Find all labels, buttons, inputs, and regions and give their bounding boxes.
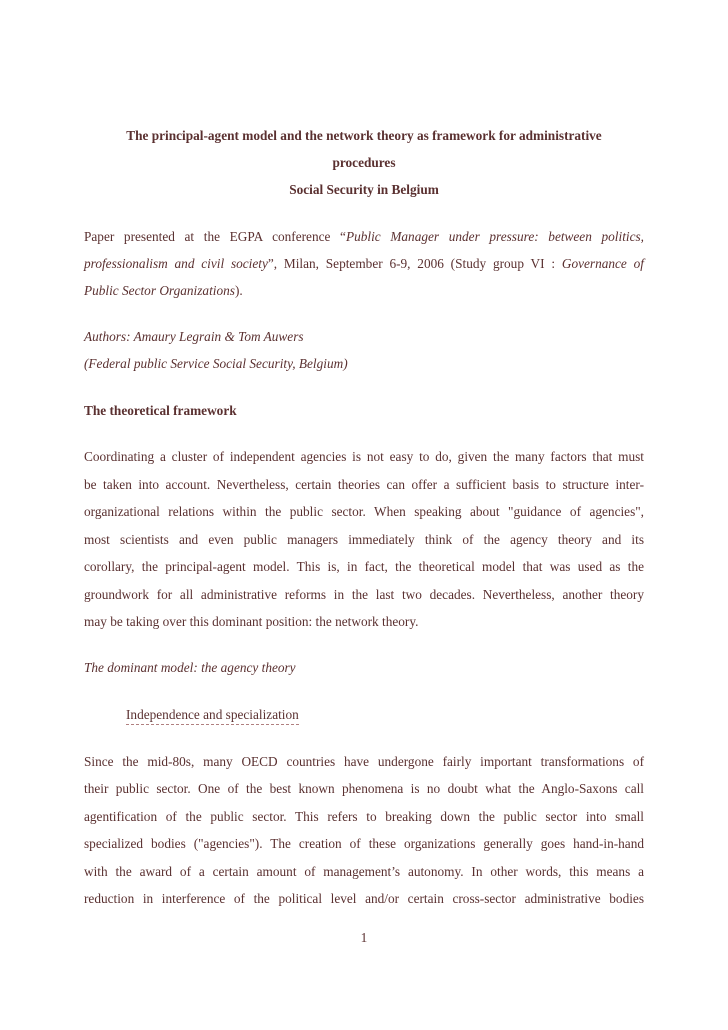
presented-text: Paper presented at the EGPA conference “ — [84, 229, 346, 244]
study-group-title: Governance of — [561, 256, 644, 271]
para1-line: Coordinating a cluster of independent agencies is not easy to do, given the many factors that must — [84, 449, 644, 464]
para2-line: reduction in interference of the political level and/or certain cross-sector administrative bodies — [84, 891, 644, 906]
paper-title-line-2: procedures — [332, 155, 396, 170]
conference-theme: Public Manager under pressure: between politics, — [345, 229, 644, 244]
para1-line: most scientists and even public managers immediately think of the agency theory and its — [84, 532, 644, 547]
authors-line: Authors: Amaury Legrain & Tom Auwers — [84, 329, 304, 344]
presented-location: ”, Milan, September 6-9, 2006 (Study group VI : — [267, 256, 562, 271]
subsection-heading: The dominant model: the agency theory — [84, 660, 296, 675]
affiliation-line: (Federal public Service Social Security, Belgium) — [84, 356, 348, 371]
para2-line: Since the mid-80s, many OECD countries have undergone fairly important transformations of — [84, 754, 644, 769]
presented-line-2 — [84, 256, 644, 272]
study-group-title-end: Public Sector Organizations — [84, 283, 235, 298]
page-number: 1 — [360, 930, 368, 945]
conference-theme-end: professionalism and civil society — [84, 256, 268, 271]
para1-line: organizational relations within the public sector. When speaking about "guidance of agencies", — [84, 504, 644, 519]
para1-line: be taken into account. Nevertheless, certain theories can offer a sufficient basis to structure inter- — [84, 477, 644, 492]
para2-line: with the award of a certain amount of management’s autonomy. In other words, this means a — [84, 864, 644, 879]
para1-line: groundwork for all administrative reforms in the last two decades. Nevertheless, another theory — [84, 587, 644, 602]
para2-line: specialized bodies ("agencies"). The creation of these organizations generally goes hand-in-hand — [84, 836, 644, 851]
para1-line: may be taking over this dominant position: the network theory. — [84, 614, 419, 629]
subsubsection-heading: Independence and specialization — [126, 707, 299, 725]
para1-line: corollary, the principal-agent model. This is, in fact, the theoretical model that was used as the — [84, 559, 644, 574]
para2-line: their public sector. One of the best known phenomena is no doubt what the Anglo-Saxons call — [84, 781, 644, 796]
presented-line-3 — [84, 283, 644, 299]
section-heading: The theoretical framework — [84, 403, 237, 418]
para2-line: agentification of the public sector. This refers to breaking down the public sector into small — [84, 809, 644, 824]
paper-subtitle: Social Security in Belgium — [289, 182, 439, 197]
presented-end: ). — [234, 283, 243, 298]
presented-line-1 — [84, 229, 644, 245]
paper-title-line-1: The principal-agent model and the network theory as framework for administrative — [126, 128, 602, 143]
